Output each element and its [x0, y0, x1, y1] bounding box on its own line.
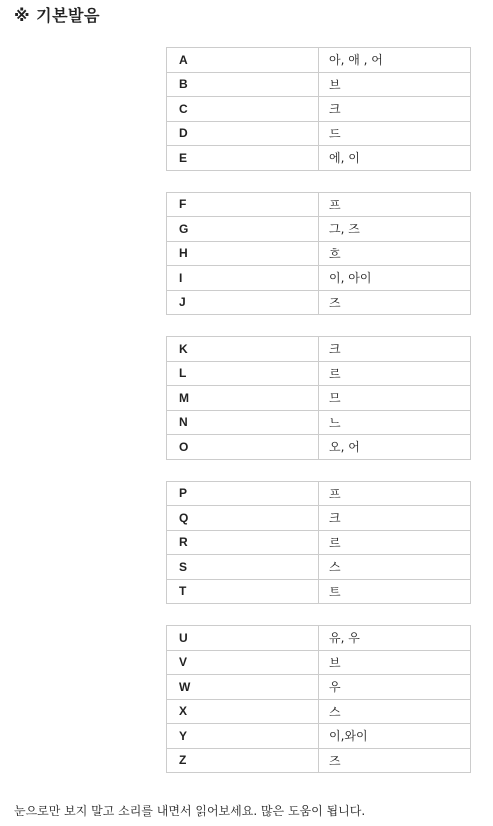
letter-cell: T: [167, 579, 319, 604]
pronunciation-table-f-j: [166, 192, 471, 316]
table-row: [167, 724, 471, 749]
sound-cell: 크: [319, 337, 471, 362]
sound-cell: 스: [319, 555, 471, 580]
pronunciation-table-u-z: [166, 625, 471, 773]
page-title: ※ 기본발음: [14, 6, 100, 25]
sound-cell: 므: [319, 386, 471, 411]
sound-cell: 이, 아이: [319, 266, 471, 291]
letter-cell: S: [167, 555, 319, 580]
sound-cell: 프: [319, 481, 471, 506]
reading-tip-text: 눈으로만 보지 말고 소리를 내면서 읽어보세요. 많은 도움이 됩니다.: [14, 804, 366, 818]
letter-cell: Z: [167, 748, 319, 773]
letter-cell: D: [167, 121, 319, 146]
pronunciation-table-p-t: [166, 481, 471, 605]
letter-cell: A: [167, 48, 319, 73]
table-row: [167, 435, 471, 460]
table-row: [167, 410, 471, 435]
table-row: [167, 530, 471, 555]
sound-cell: 오, 어: [319, 435, 471, 460]
sound-cell: 에, 이: [319, 146, 471, 171]
sound-cell: 즈: [319, 290, 471, 315]
letter-cell: G: [167, 217, 319, 242]
letter-cell: I: [167, 266, 319, 291]
sound-cell: 프: [319, 192, 471, 217]
letter-cell: Y: [167, 724, 319, 749]
letter-cell: W: [167, 675, 319, 700]
table-row: [167, 217, 471, 242]
letter-cell: Q: [167, 506, 319, 531]
sound-cell: 아, 애 , 어: [319, 48, 471, 73]
sound-cell: 흐: [319, 241, 471, 266]
letter-cell: N: [167, 410, 319, 435]
letter-cell: C: [167, 97, 319, 122]
table-row: [167, 266, 471, 291]
table-row: [167, 699, 471, 724]
sound-cell: 우: [319, 675, 471, 700]
letter-cell: U: [167, 626, 319, 651]
pronunciation-tables: [166, 47, 471, 794]
sound-cell: 이,와이: [319, 724, 471, 749]
table-row: [167, 192, 471, 217]
sound-cell: 유, 우: [319, 626, 471, 651]
table-row: [167, 626, 471, 651]
table-row: [167, 121, 471, 146]
letter-cell: E: [167, 146, 319, 171]
letter-cell: K: [167, 337, 319, 362]
table-row: [167, 650, 471, 675]
table-row: [167, 290, 471, 315]
sound-cell: 르: [319, 530, 471, 555]
table-row: [167, 555, 471, 580]
letter-cell: B: [167, 72, 319, 97]
letter-cell: P: [167, 481, 319, 506]
sound-cell: 브: [319, 650, 471, 675]
table-row: [167, 748, 471, 773]
table-row: [167, 72, 471, 97]
table-row: [167, 481, 471, 506]
sound-cell: 느: [319, 410, 471, 435]
sound-cell: 드: [319, 121, 471, 146]
sound-cell: 크: [319, 97, 471, 122]
letter-cell: X: [167, 699, 319, 724]
sound-cell: 르: [319, 361, 471, 386]
letter-cell: O: [167, 435, 319, 460]
table-row: [167, 48, 471, 73]
letter-cell: H: [167, 241, 319, 266]
letter-cell: M: [167, 386, 319, 411]
table-row: [167, 386, 471, 411]
pronunciation-table-a-e: [166, 47, 471, 171]
letter-cell: V: [167, 650, 319, 675]
table-row: [167, 361, 471, 386]
sound-cell: 그, 즈: [319, 217, 471, 242]
table-row: [167, 241, 471, 266]
table-row: [167, 337, 471, 362]
letter-cell: R: [167, 530, 319, 555]
pronunciation-table-k-o: [166, 336, 471, 460]
table-row: [167, 506, 471, 531]
table-row: [167, 146, 471, 171]
letter-cell: J: [167, 290, 319, 315]
table-row: [167, 579, 471, 604]
table-row: [167, 675, 471, 700]
sound-cell: 브: [319, 72, 471, 97]
sound-cell: 트: [319, 579, 471, 604]
table-row: [167, 97, 471, 122]
sound-cell: 즈: [319, 748, 471, 773]
letter-cell: F: [167, 192, 319, 217]
sound-cell: 크: [319, 506, 471, 531]
letter-cell: L: [167, 361, 319, 386]
sound-cell: 스: [319, 699, 471, 724]
